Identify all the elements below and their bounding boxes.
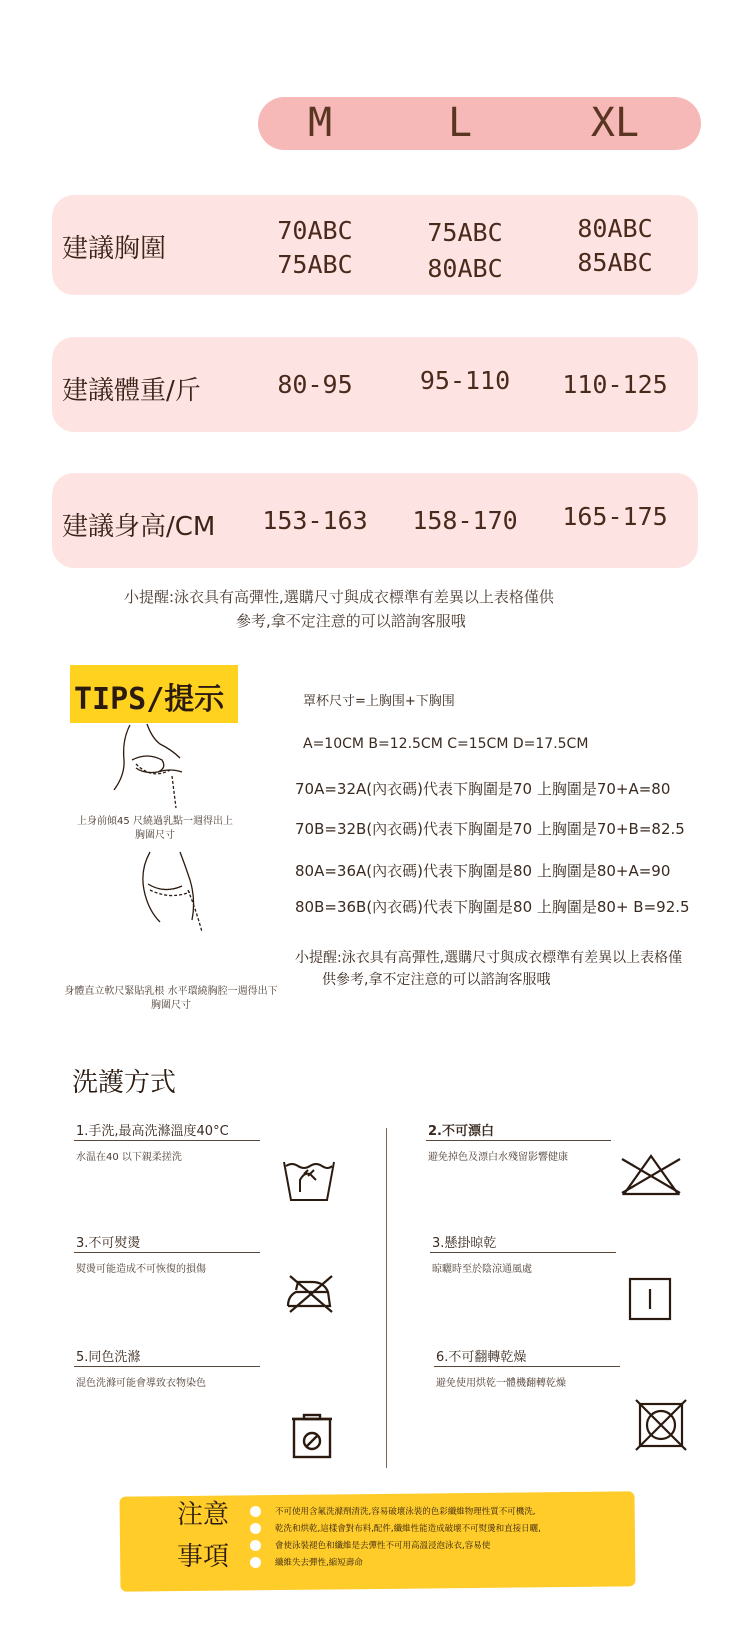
bust-m-line1: 70ABC	[277, 216, 353, 245]
size-l-label: L	[447, 100, 473, 146]
size-explain-70b: 70B=32B(內衣碼)代表下胸圍是70 上胸圍是70+B=82.5	[295, 820, 685, 838]
attention-title-line2: 事項	[177, 1542, 230, 1572]
bust-measure-leaning-figure-icon	[92, 720, 212, 810]
care-4-underline	[430, 1252, 616, 1253]
weight-m: 80-95	[277, 370, 353, 399]
size-xl-label: XL	[590, 100, 640, 146]
size-explain-80a: 80A=36A(內衣碼)代表下胸圍是80 上胸圍是80+A=90	[295, 862, 671, 880]
care-4-title: 3.懸掛晾乾	[432, 1236, 497, 1251]
care-3-desc: 熨燙可能造成不可恢復的損傷	[76, 1264, 206, 1275]
care-6-title: 6.不可翻轉乾燥	[436, 1350, 527, 1365]
cup-size-formula: 罩杯尺寸=上胸围+下胸围	[303, 694, 455, 709]
caption-under-bust-line1: 身體直立軟尺緊貼乳根 水平環繞胸腔一週得出下	[64, 986, 278, 997]
caption-under-bust-line2: 胸圍尺寸	[151, 1000, 191, 1011]
size-m-label: M	[307, 100, 333, 146]
caption-upper-bust-line1: 上身前傾45 尺繞過乳點一週得出上	[77, 816, 233, 827]
care-2-underline	[426, 1140, 611, 1141]
no-bleach-icon	[620, 1153, 682, 1197]
no-iron-icon	[284, 1270, 336, 1314]
bust-l-line2: 80ABC	[427, 254, 503, 283]
cup-increments: A=10CM B=12.5CM C=15CM D=17.5CM	[303, 736, 589, 752]
bust-row-label: 建議胸圍	[62, 234, 167, 264]
care-2-title: 2.不可漂白	[428, 1124, 494, 1139]
attention-line-3: 會使泳裝褪色和纖維是去彈性不可用高溫浸泡泳衣,容易使	[275, 1541, 491, 1551]
care-divider	[386, 1128, 387, 1468]
attention-title-line1: 注意	[177, 1500, 230, 1530]
care-1-title: 1.手洗,最高洗滌溫度40°C	[76, 1124, 229, 1139]
underbust-measure-standing-figure-icon	[130, 850, 220, 950]
bust-xl-line2: 85ABC	[577, 248, 653, 277]
weight-xl: 110-125	[562, 370, 668, 399]
care-1-desc: 水温在40 以下親柔搓洗	[76, 1152, 182, 1163]
attention-line-2: 乾洗和烘乾,這樣會對布料,配件,纖維性能造成破壞不可熨燙和直接日曬,	[275, 1524, 541, 1534]
care-5-desc: 混色洗滌可能會導致衣物染色	[76, 1378, 206, 1389]
care-5-title: 5.同色洗滌	[76, 1350, 141, 1365]
attention-bullet-4	[250, 1557, 261, 1568]
care-5-underline	[74, 1366, 260, 1367]
care-3-title: 3.不可熨燙	[76, 1236, 141, 1251]
no-tumble-dry-icon	[634, 1398, 688, 1452]
weight-row-label: 建議體重/斤	[62, 376, 201, 406]
height-xl: 165-175	[562, 502, 668, 531]
height-l: 158-170	[412, 506, 518, 535]
care-1-underline	[74, 1140, 260, 1141]
attention-bullet-2	[250, 1523, 261, 1534]
attention-bullet-3	[250, 1540, 261, 1551]
tips-title: TIPS/提示	[74, 682, 225, 717]
tips-reminder-line2: 供參考,拿不定注意的可以諮詢客服哦	[322, 972, 551, 988]
size-explain-80b: 80B=36B(內衣碼)代表下胸圍是80 上胸圍是80+ B=92.5	[295, 898, 690, 916]
size-explain-70a: 70A=32A(內衣碼)代表下胸圍是70 上胸圍是70+A=80	[295, 780, 671, 798]
height-row-label: 建議身高/CM	[62, 512, 216, 542]
reminder-line2: 參考,拿不定注意的可以諮詢客服哦	[236, 612, 466, 630]
bust-m-line2: 75ABC	[277, 250, 353, 279]
wash-similar-colors-icon	[290, 1413, 334, 1461]
height-m: 153-163	[262, 506, 368, 535]
bust-xl-line1: 80ABC	[577, 214, 653, 243]
weight-l: 95-110	[419, 366, 511, 395]
attention-line-1: 不可使用含氟洗滌劑清洗,容易破壞泳裝的色彩纖維物理性質不可機洗,	[275, 1507, 536, 1517]
reminder-line1: 小提醒:泳衣具有高彈性,選購尺寸與成衣標準有差異以上表格僅供	[124, 588, 554, 606]
care-3-underline	[74, 1252, 260, 1253]
caption-upper-bust-line2: 胸圍尺寸	[135, 830, 175, 841]
attention-bullet-1	[250, 1506, 261, 1517]
care-4-desc: 晾曬時至於陰涼通風處	[432, 1264, 532, 1275]
hang-dry-icon	[628, 1277, 672, 1321]
care-2-desc: 避免掉色及漂白水殘留影響健康	[428, 1152, 568, 1163]
care-6-underline	[434, 1366, 620, 1367]
care-6-desc: 避免使用烘乾一體機翻轉乾燥	[436, 1378, 566, 1389]
bust-l-line1: 75ABC	[427, 218, 503, 247]
care-title: 洗護方式	[72, 1068, 177, 1098]
attention-line-4: 纖維失去彈性,縮短壽命	[275, 1558, 363, 1568]
hand-wash-icon	[282, 1158, 336, 1204]
tips-reminder-line1: 小提醒:泳衣具有高彈性,選購尺寸與成衣標準有差異以上表格僅	[295, 950, 683, 966]
